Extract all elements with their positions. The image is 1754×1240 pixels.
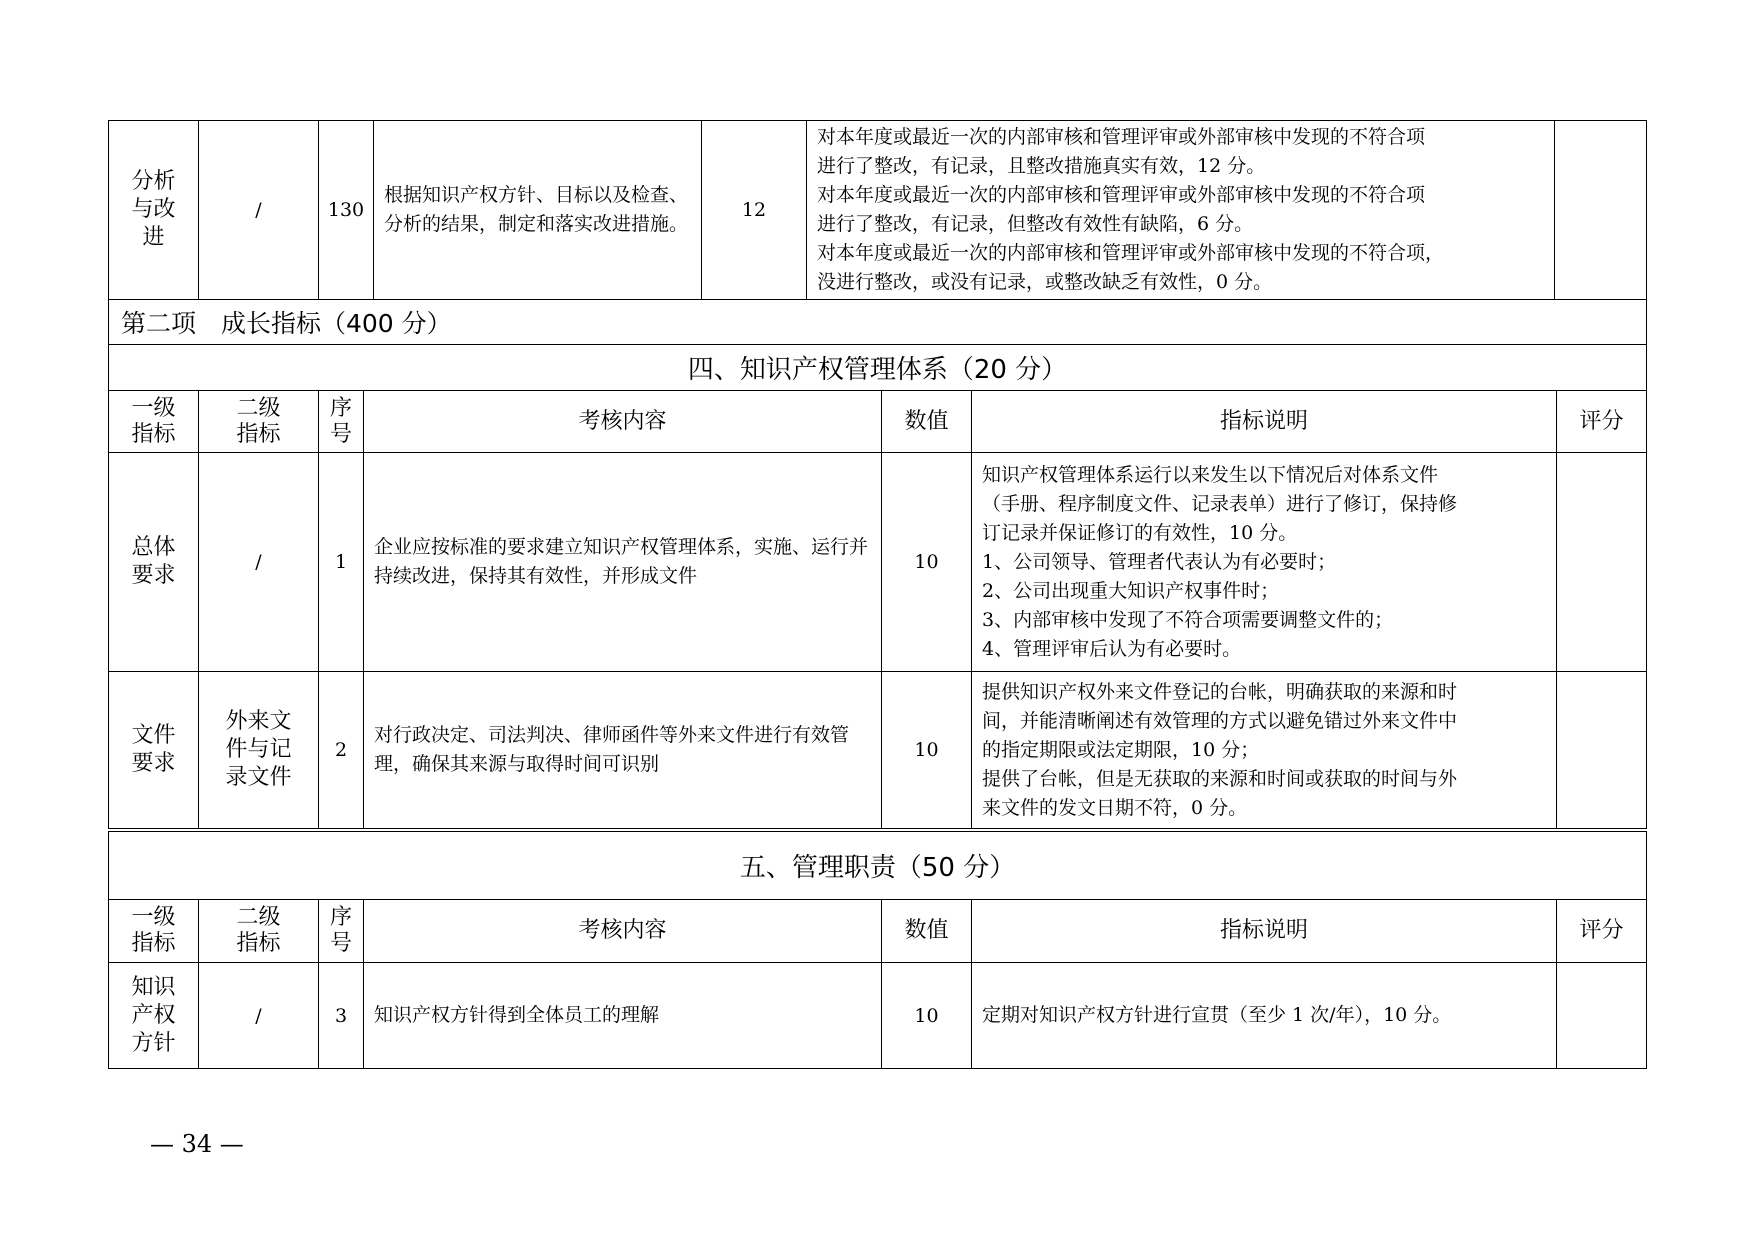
- desc-line: 3、内部审核中发现了不符合项需要调整文件的；: [982, 608, 1394, 631]
- content-cell: 企业应按标准的要求建立知识产权管理体系，实施、运行并持续改进，保持其有效性，并形成文件: [364, 453, 882, 672]
- desc-cell: [972, 963, 1557, 1069]
- value-cell: 10: [882, 963, 972, 1069]
- header-seq: 序号: [319, 900, 364, 963]
- level1-label: 分析与改进: [131, 169, 176, 250]
- part4-title: 四、知识产权管理体系（20 分）: [109, 345, 1647, 391]
- header-content: 考核内容: [364, 900, 882, 963]
- header-seq: 序号: [319, 391, 364, 453]
- seq-cell: 1: [319, 453, 364, 672]
- table-row: [109, 963, 1647, 1069]
- level2-cell: /: [199, 453, 319, 672]
- content-cell: 根据知识产权方针、目标以及检查、分析的结果，制定和落实改进措施。: [374, 121, 702, 300]
- desc-line: 4、管理评审后认为有必要时。: [982, 637, 1242, 660]
- header-level1: 一级指标: [109, 391, 199, 453]
- section-title-row: [109, 300, 1647, 345]
- content-cell: 知识产权方针得到全体员工的理解: [364, 963, 882, 1069]
- score-cell: [1557, 453, 1647, 672]
- desc-cell: [972, 453, 1557, 672]
- value-cell: 10: [882, 453, 972, 672]
- part5-table: [108, 831, 1647, 1069]
- level2-cell: 外来文件与记录文件: [199, 672, 319, 829]
- score-cell: [1555, 121, 1647, 300]
- part4-table: [108, 299, 1647, 829]
- part-title-row: [109, 832, 1647, 900]
- desc-cell: [807, 121, 1555, 300]
- desc-line: 来文件的发文日期不符，0 分。: [982, 796, 1248, 819]
- page-number: — 34 —: [150, 1130, 244, 1158]
- value-cell: 12: [702, 121, 807, 300]
- continued-table: [108, 120, 1647, 300]
- level1-cell: [109, 121, 199, 300]
- level1-cell: 知识产权方针: [109, 963, 199, 1069]
- header-level2: 二级指标: [199, 900, 319, 963]
- desc-cell: [972, 672, 1557, 829]
- header-score: 评分: [1557, 391, 1647, 453]
- desc-line: 间，并能清晰阐述有效管理的方式以避免错过外来文件中: [982, 709, 1458, 732]
- desc-line: 提供了台帐，但是无获取的来源和时间或获取的时间与外: [982, 767, 1458, 790]
- level2-cell: /: [199, 963, 319, 1069]
- desc-line: 进行了整改，有记录，但整改有效性有缺陷，6 分。: [817, 213, 1254, 235]
- header-value: 数值: [882, 900, 972, 963]
- desc-line: 没进行整改，或没有记录，或整改缺乏有效性，0 分。: [817, 271, 1273, 293]
- desc-line: 订记录并保证修订的有效性，10 分。: [982, 521, 1298, 544]
- desc-line: （手册、程序制度文件、记录表单）进行了修订，保持修: [982, 492, 1458, 515]
- content-cell: 对行政决定、司法判决、律师函件等外来文件进行有效管理，确保其来源与取得时间可识别: [364, 672, 882, 829]
- header-level1: 一级指标: [109, 900, 199, 963]
- desc-line: 对本年度或最近一次的内部审核和管理评审或外部审核中发现的不符合项: [817, 184, 1426, 206]
- part5-title: 五、管理职责（50 分）: [109, 832, 1647, 900]
- desc-line: 对本年度或最近一次的内部审核和管理评审或外部审核中发现的不符合项: [817, 126, 1426, 148]
- seq-cell: 2: [319, 672, 364, 829]
- table-row: [109, 453, 1647, 672]
- desc-line: 1、公司领导、管理者代表认为有必要时；: [982, 550, 1337, 573]
- part-title-row: [109, 345, 1647, 391]
- desc-line: 知识产权管理体系运行以来发生以下情况后对体系文件: [982, 463, 1439, 486]
- desc-line: 对本年度或最近一次的内部审核和管理评审或外部审核中发现的不符合项，: [817, 242, 1445, 264]
- value-cell: 10: [882, 672, 972, 829]
- header-value: 数值: [882, 391, 972, 453]
- level1-cell: 文件要求: [109, 672, 199, 829]
- header-desc: 指标说明: [972, 391, 1557, 453]
- section2-title: 第二项 成长指标（400 分）: [109, 300, 1647, 345]
- header-content: 考核内容: [364, 391, 882, 453]
- header-level2: 二级指标: [199, 391, 319, 453]
- desc-line: 定期对知识产权方针进行宣贯（至少 1 次/年），10 分。: [982, 1004, 1452, 1026]
- desc-line: 进行了整改，有记录，且整改措施真实有效，12 分。: [817, 155, 1266, 177]
- level2-cell: /: [199, 121, 319, 300]
- header-row: [109, 900, 1647, 963]
- score-cell: [1557, 963, 1647, 1069]
- level1-cell: 总体要求: [109, 453, 199, 672]
- table-row: [109, 672, 1647, 829]
- score-cell: [1557, 672, 1647, 829]
- desc-line: 提供知识产权外来文件登记的台帐，明确获取的来源和时: [982, 680, 1458, 703]
- header-row: [109, 391, 1647, 453]
- seq-cell: 3: [319, 963, 364, 1069]
- desc-line: 2、公司出现重大知识产权事件时；: [982, 579, 1280, 602]
- header-desc: 指标说明: [972, 900, 1557, 963]
- seq-cell: 130: [319, 121, 374, 300]
- desc-line: 的指定期限或法定期限，10 分；: [982, 738, 1260, 761]
- header-score: 评分: [1557, 900, 1647, 963]
- table-row: [109, 121, 1647, 300]
